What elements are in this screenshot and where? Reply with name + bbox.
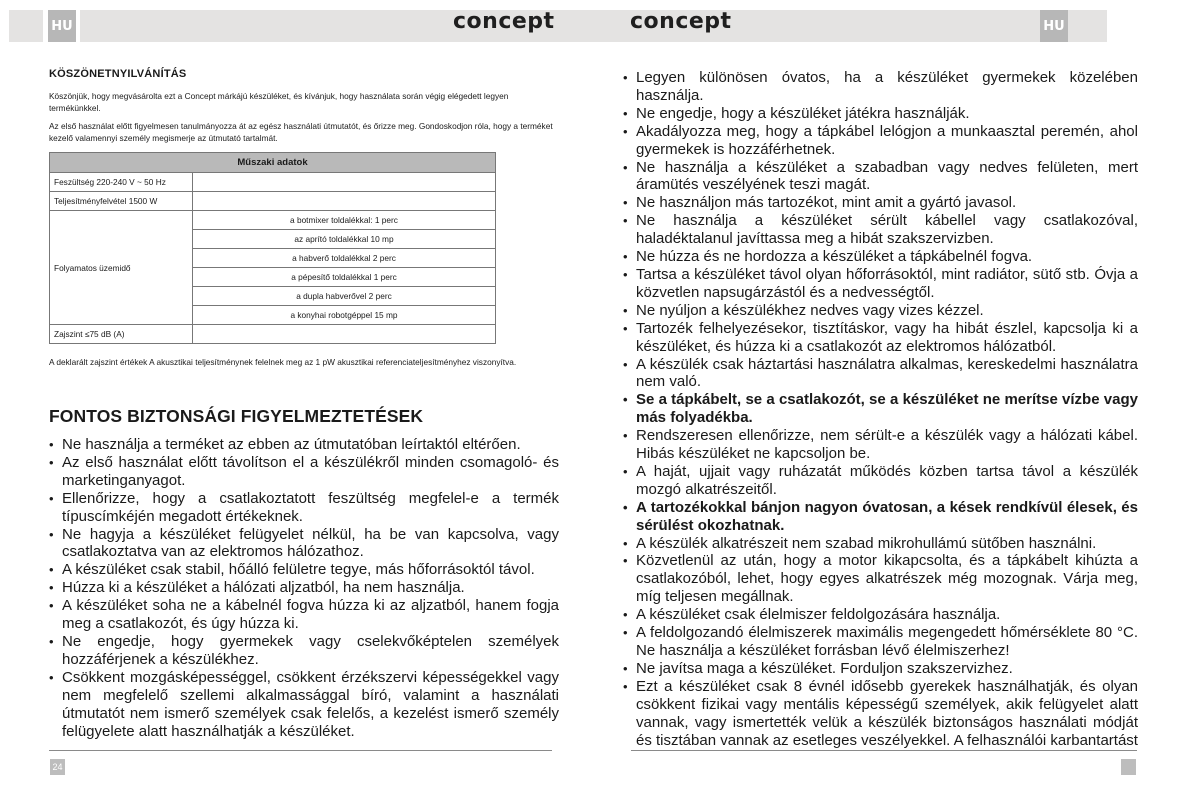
list-item: • A készülék alkatrészeit nem szabad mikrohullámú sütőben használni. [623,535,1138,553]
spec-power: Teljesítményfelvétel 1500 W [50,192,193,211]
list-item: • Tartsa a készüléket távol olyan hőforrásoktól, mint radiátor, sütő stb. Óvja a közvetlen napsugárzástól és a nedvességtől. [623,266,1138,302]
list-item: • Ne engedje, hogy gyermekek vagy cselekvőképtelen személyek hozzáférjenek a készülékhez. [49,633,559,669]
list-item: • Ne javítsa maga a készüléket. Forduljon szakszervizhez. [623,660,1138,678]
language-badge: HU [48,10,76,42]
right-page [593,0,1186,785]
list-item: • Legyen különösen óvatos, ha a készüléket gyermekek közelében használja. [623,69,1138,105]
spec-continuous-value: a habverő toldalékkal 2 perc [193,249,496,268]
list-item: • Ne használja a készüléket a szabadban vagy nedves felületen, mert áramütés veszélyének teszi magát. [623,159,1138,195]
spec-table-title: Műszaki adatok [50,153,496,173]
list-item: • Rendszeresen ellenőrizze, nem sérült-e a készülék vagy a hálózati kábel. Hibás készüléket ne kapcsoljon be. [623,427,1138,463]
warnings-title: FONTOS BIZTONSÁGI FIGYELMEZTETÉSEK [49,406,424,426]
list-item: • A készülék csak háztartási használatra alkalmas, kereskedelmi használatra nem való. [623,356,1138,392]
intro-paragraph: Az első használat előtt figyelmesen tanulmányozza át az egész használati útmutatót, és őrizze meg. Gondoskodjon róla, hogy a terméket kezelő valamennyi személy megismerje az útmutató tartalmát. [49,121,553,143]
spec-continuous-value: a konyhai robotgéppel 15 mp [193,306,496,325]
table-row [50,211,496,230]
list-item: • Ellenőrizze, hogy a csatlakoztatott feszültség megfelel-e a termék típuscímkéjén megadott értékeknek. [49,490,559,526]
spec-voltage: Feszültség 220-240 V ~ 50 Hz [50,173,193,192]
spec-continuous-value: az aprító toldalékkal 10 mp [193,230,496,249]
list-item: • Húzza ki a készüléket a hálózati aljzatból, ha nem használja. [49,579,559,597]
list-item: • A készüléket csak stabil, hőálló felületre tegye, más hőforrásoktól távol. [49,561,559,579]
list-item: • Tartozék felhelyezésekor, tisztításkor, vagy ha hibát észlel, kapcsolja ki a készüléket, és húzza ki a csatlakozót az elektromos hálózatból. [623,320,1138,356]
list-item: • A haját, ujjait vagy ruházatát működés közben tartsa távol a készülék mozgó alkatrészeitől. [623,463,1138,499]
table-row [50,192,496,211]
list-item: • Ne használjon más tartozékot, mint amit a gyártó javasol. [623,194,1138,212]
list-item: • Ezt a készüléket csak 8 évnél idősebb gyerekek használhatják, és olyan csökkent fizikai vagy mentális képességű személyek, akik felügyelet alatt vannak, vagy ismertették velük a készülék biztonságos használati módját és tisztában vannak az esetleges veszélyekkel. A felhasználói karbantartást [623,678,1138,750]
spec-footnote: A deklarált zajszint értékek A akusztikai teljesítménynek felelnek meg az 1 pW akusztikai referenciateljesítményhez viszonyítva. [49,357,517,367]
list-item: • A készüléket csak élelmiszer feldolgozására használja. [623,606,1138,624]
spec-continuous-value: a dupla habverővel 2 perc [193,287,496,306]
list-item: • Ne engedje, hogy a készüléket játékra használják. [623,105,1138,123]
list-item: • Ne használja a készüléket sérült kábellel vagy csatlakozóval, haladéktalanul javíttassa meg a hibát szakszervizben. [623,212,1138,248]
list-item: • A feldolgozandó élelmiszerek maximális megengedett hőmérséklete 80 °C. Ne használja a készüléket forrásban lévő élelmiszerhez! [623,624,1138,660]
header-bar-edge [1071,10,1107,42]
header-bar-edge [9,10,43,42]
list-item: • Az első használat előtt távolítson el a készülékről minden csomagoló- és marketinganyagot. [49,454,559,490]
spec-continuous-value: a pépesítő toldalékkal 1 perc [193,268,496,287]
brand-logo: concept [630,9,732,34]
list-item: • A tartozékokkal bánjon nagyon óvatosan, a kések rendkívül élesek, és sérülést okozhatnak. [623,499,1138,535]
spec-continuous-value: a botmixer toldalékkal: 1 perc [193,211,496,230]
warnings-list [49,436,559,740]
list-item: • Közvetlenül az után, hogy a motor kikapcsolta, és a tápkábelt kihúzta a csatlakozóból, lehet, hogy egyes alkatrészek még mozognak. Várja meg, míg teljesen megállnak. [623,552,1138,606]
list-item: • Se a tápkábelt, se a csatlakozót, se a készüléket ne merítse vízbe vagy más folyadékba. [623,391,1138,427]
list-item: • Ne nyúljon a készülékhez nedves vagy vizes kézzel. [623,302,1138,320]
intro-title: KÖSZÖNETNYILVÁNÍTÁS [49,68,187,80]
spec-noise: Zajszint ≤75 dB (A) [50,325,193,344]
list-item: • Csökkent mozgásképességgel, csökkent érzékszervi képességekkel vagy nem megfelelő szellemi alkalmassággal bíró, valamint a használati útmutatót nem ismerő személyek csak felelős, a kezelést ismerő személy felügyelete alatt használhatják a készüléket. [49,669,559,741]
language-badge: HU [1040,10,1068,42]
page-number [1121,759,1136,775]
warnings-list-continued [623,69,1138,749]
brand-logo: concept [453,9,555,34]
footer-divider [631,750,1137,751]
list-item: • Ne hagyja a készüléket felügyelet nélkül, ha be van kapcsolva, vagy csatlakoztatva van az elektromos hálózathoz. [49,526,559,562]
table-row [50,173,496,192]
spec-table [49,152,496,344]
table-row [50,325,496,344]
spec-continuous-label: Folyamatos üzemidő [50,211,193,325]
page-number: 24 [50,759,65,775]
list-item: • Ne használja a terméket az ebben az útmutatóban leírtaktól eltérően. [49,436,559,454]
list-item: • A készüléket soha ne a kábelnél fogva húzza ki az aljzatból, hanem fogja meg a csatlakozót, és úgy húzza ki. [49,597,559,633]
footer-divider [49,750,552,751]
list-item: • Akadályozza meg, hogy a tápkábel lelógjon a munkaasztal peremén, ahol gyermekek is hozzáférhetnek. [623,123,1138,159]
intro-paragraph: Köszönjük, hogy megvásárolta ezt a Concept márkájú készüléket, és kívánjuk, hogy használata során végig elégedett legyen termékünkkel. [49,91,509,113]
list-item: • Ne húzza és ne hordozza a készüléket a tápkábelnél fogva. [623,248,1138,266]
